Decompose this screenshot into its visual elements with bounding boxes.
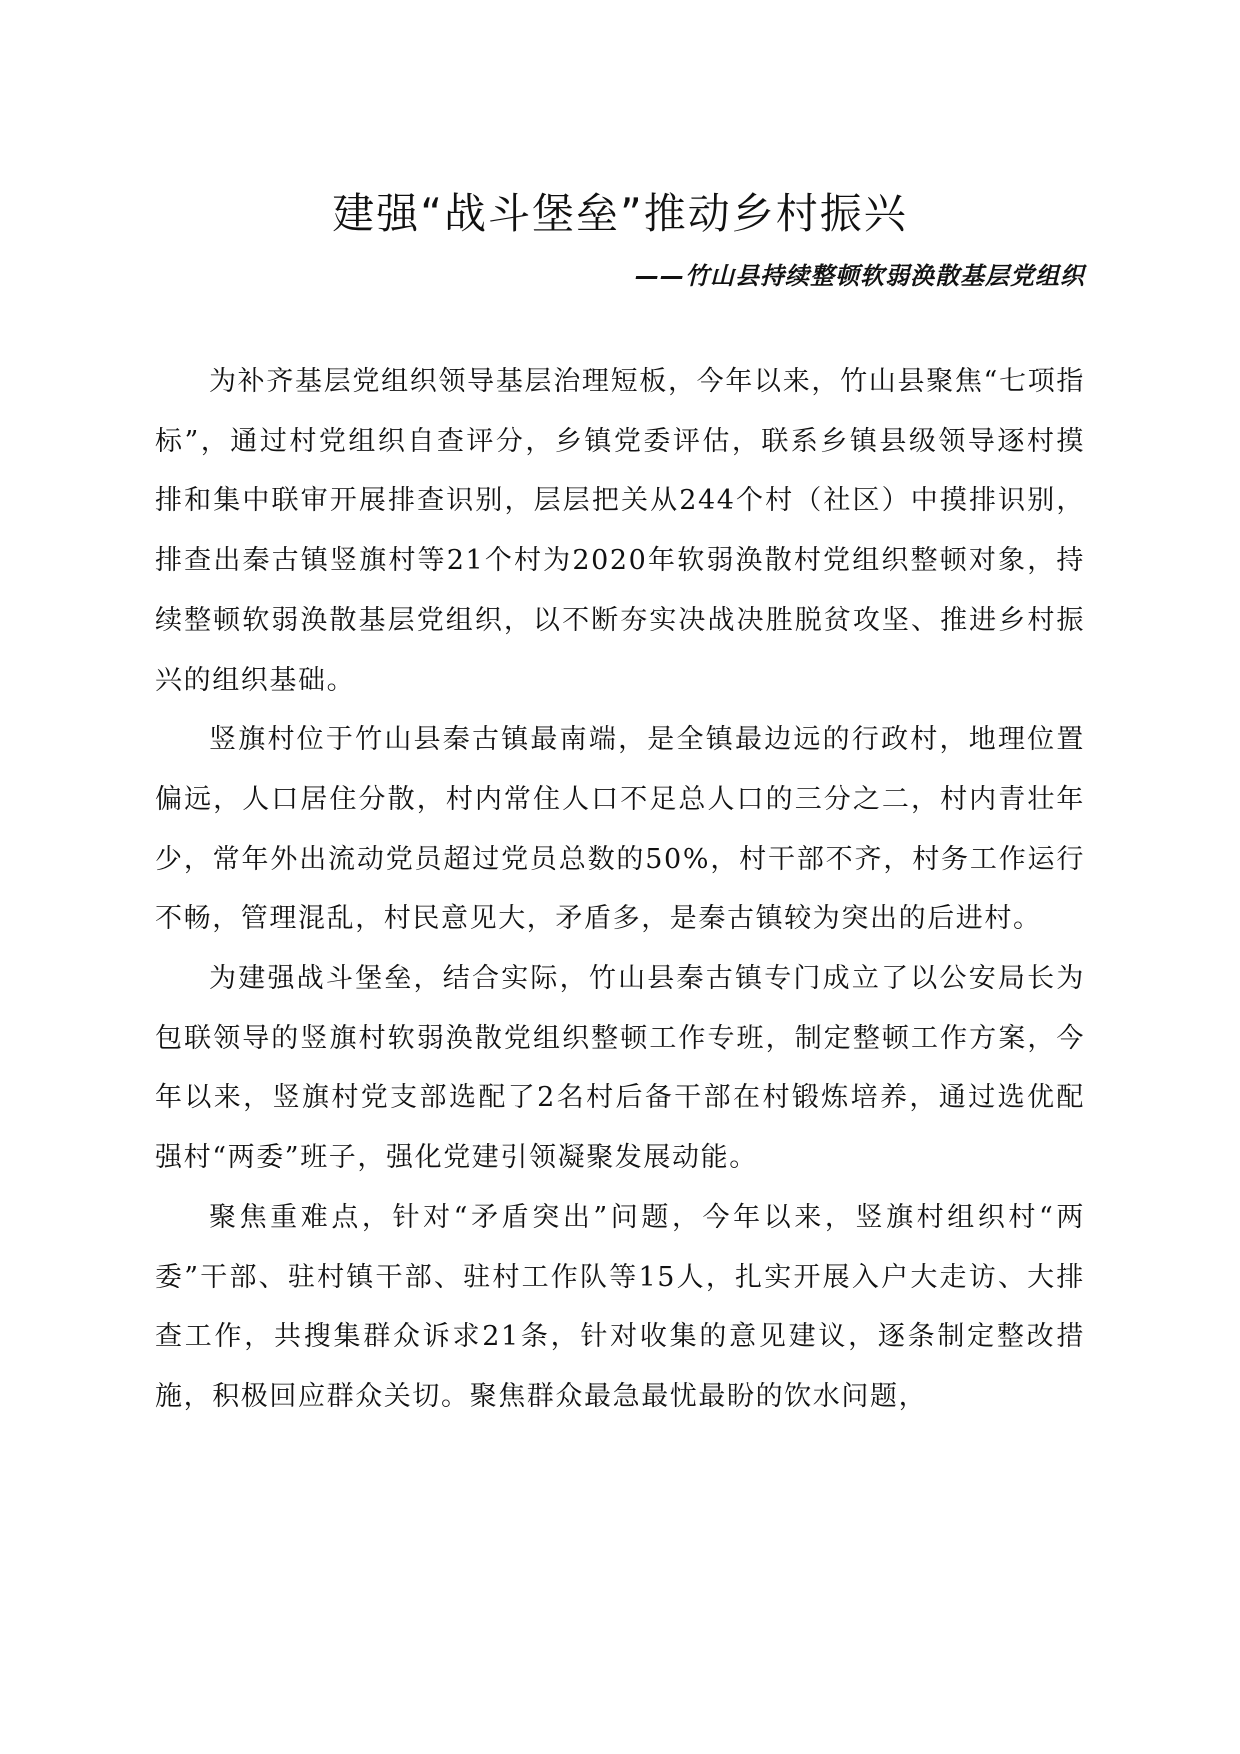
paragraph: 为建强战斗堡垒，结合实际，竹山县秦古镇专门成立了以公安局长为包联领导的竖旗村软弱涣散党组织整顿工作专班，制定整顿工作方案，今年以来，竖旗村党支部选配了2名村后备干部在村锻炼培养，通过选优配强村“两委”班子，强化党建引领凝聚发展动能。 [155, 963, 1085, 1174]
paragraph: 为补齐基层党组织领导基层治理短板，今年以来，竹山县聚焦“七项指标”，通过村党组织自查评分，乡镇党委评估，联系乡镇县级领导逐村摸排和集中联审开展排查识别，层层把关从244个村（社区）中摸排识别，排查出秦古镇竖旗村等21个村为2020年软弱涣散村党组织整顿对象，持续整顿软弱涣散基层党组织，以不断夯实决战决胜脱贫攻坚、推进乡村振兴的组织基础。 [155, 366, 1085, 696]
document-subtitle: ——竹山县持续整顿软弱涣散基层党组织 [635, 262, 1085, 290]
paragraph: 聚焦重难点，针对“矛盾突出”问题，今年以来，竖旗村组织村“两委”干部、驻村镇干部、驻村工作队等15人，扎实开展入户大走访、大排查工作，共搜集群众诉求21条，针对收集的意见建议，逐条制定整改措施，积极回应群众关切。聚焦群众最急最忧最盼的饮水问题， [155, 1201, 1085, 1412]
document-title: 建强“战斗堡垒”推动乡村振兴 [332, 189, 908, 238]
document-body [155, 352, 1085, 1427]
paragraph: 竖旗村位于竹山县秦古镇最南端，是全镇最边远的行政村，地理位置偏远，人口居住分散，村内常住人口不足总人口的三分之二，村内青壮年少，常年外出流动党员超过党员总数的50%，村干部不齐，村务工作运行不畅，管理混乱，村民意见大，矛盾多，是秦古镇较为突出的后进村。 [155, 724, 1085, 935]
